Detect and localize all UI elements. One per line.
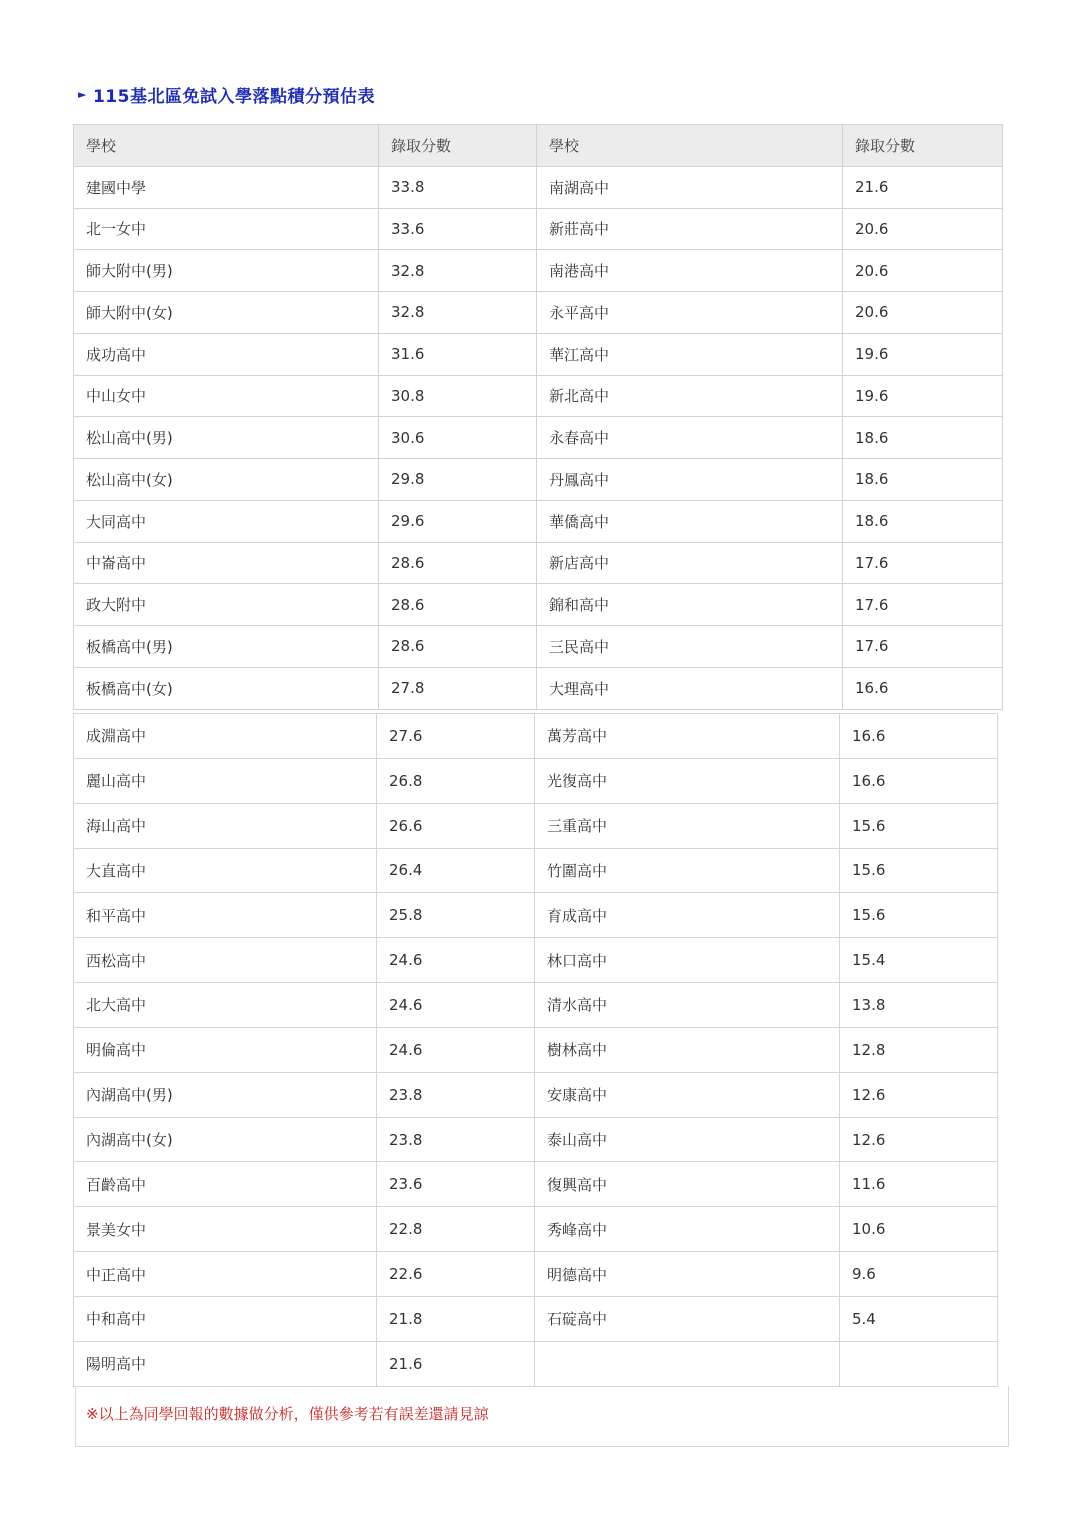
score-cell: 19.6 xyxy=(843,375,1003,417)
table-row xyxy=(74,667,1003,709)
table-row xyxy=(74,1072,998,1117)
score-cell: 20.6 xyxy=(843,208,1003,250)
score-cell: 27.6 xyxy=(377,714,535,759)
score-cell: 28.6 xyxy=(379,584,537,626)
note-box xyxy=(75,1386,1009,1447)
score-cell: 15.4 xyxy=(840,938,998,983)
school-cell xyxy=(535,1341,840,1386)
score-cell: 28.6 xyxy=(379,626,537,668)
school-cell: 復興高中 xyxy=(535,1162,840,1207)
school-cell: 新店高中 xyxy=(537,542,843,584)
table-row xyxy=(74,584,1003,626)
score-cell: 18.6 xyxy=(843,459,1003,501)
table-row xyxy=(74,208,1003,250)
score-cell: 12.6 xyxy=(840,1117,998,1162)
school-cell: 政大附中 xyxy=(74,584,379,626)
school-cell: 新莊高中 xyxy=(537,208,843,250)
score-cell: 30.8 xyxy=(379,375,537,417)
score-cell xyxy=(840,1341,998,1386)
table-row xyxy=(74,500,1003,542)
school-cell: 海山高中 xyxy=(74,803,377,848)
score-cell: 12.8 xyxy=(840,1027,998,1072)
score-cell: 23.6 xyxy=(377,1162,535,1207)
school-cell: 成功高中 xyxy=(74,333,379,375)
school-cell: 華江高中 xyxy=(537,333,843,375)
table-row xyxy=(74,417,1003,459)
score-cell: 16.6 xyxy=(840,714,998,759)
header-school-right: 學校 xyxy=(537,125,843,167)
table-row xyxy=(74,1296,998,1341)
table-row xyxy=(74,848,998,893)
school-cell: 錦和高中 xyxy=(537,584,843,626)
school-cell: 泰山高中 xyxy=(535,1117,840,1162)
disclaimer-note: ※以上為同學回報的數據做分析，僅供參考若有誤差還請見諒 xyxy=(86,1405,489,1423)
triangle-bullet-icon: ► xyxy=(78,87,87,101)
table-row xyxy=(74,542,1003,584)
school-cell: 樹林高中 xyxy=(535,1027,840,1072)
score-cell: 33.8 xyxy=(379,166,537,208)
score-cell: 26.6 xyxy=(377,803,535,848)
school-cell: 松山高中(男) xyxy=(74,417,379,459)
score-cell: 9.6 xyxy=(840,1252,998,1297)
school-cell: 育成高中 xyxy=(535,893,840,938)
table-row xyxy=(74,166,1003,208)
school-cell: 西松高中 xyxy=(74,938,377,983)
school-cell: 中崙高中 xyxy=(74,542,379,584)
school-cell: 大同高中 xyxy=(74,500,379,542)
school-cell: 萬芳高中 xyxy=(535,714,840,759)
score-cell: 18.6 xyxy=(843,417,1003,459)
score-cell: 24.6 xyxy=(377,1027,535,1072)
score-cell: 16.6 xyxy=(843,667,1003,709)
school-cell: 秀峰高中 xyxy=(535,1207,840,1252)
score-cell: 11.6 xyxy=(840,1162,998,1207)
table-row xyxy=(74,1341,998,1386)
header-score-right: 錄取分數 xyxy=(843,125,1003,167)
table-row xyxy=(74,1117,998,1162)
score-cell: 21.6 xyxy=(377,1341,535,1386)
school-cell: 中和高中 xyxy=(74,1296,377,1341)
school-cell: 北一女中 xyxy=(74,208,379,250)
score-cell: 15.6 xyxy=(840,803,998,848)
score-cell: 28.6 xyxy=(379,542,537,584)
score-cell: 32.8 xyxy=(379,292,537,334)
score-cell: 20.6 xyxy=(843,250,1003,292)
school-cell: 大理高中 xyxy=(537,667,843,709)
school-cell: 林口高中 xyxy=(535,938,840,983)
table-row xyxy=(74,983,998,1028)
score-cell: 23.8 xyxy=(377,1072,535,1117)
score-cell: 23.8 xyxy=(377,1117,535,1162)
table-body-bottom xyxy=(74,714,998,1387)
table-header-row xyxy=(74,125,1003,167)
table-row xyxy=(74,758,998,803)
school-cell: 北大高中 xyxy=(74,983,377,1028)
school-cell: 大直高中 xyxy=(74,848,377,893)
school-cell: 三重高中 xyxy=(535,803,840,848)
school-cell: 新北高中 xyxy=(537,375,843,417)
score-cell: 15.6 xyxy=(840,848,998,893)
school-cell: 華僑高中 xyxy=(537,500,843,542)
score-cell: 24.6 xyxy=(377,938,535,983)
table-row xyxy=(74,714,998,759)
page-title-text: 115基北區免試入學落點積分預估表 xyxy=(92,86,375,107)
school-cell: 竹圍高中 xyxy=(535,848,840,893)
score-cell: 5.4 xyxy=(840,1296,998,1341)
school-cell: 師大附中(男) xyxy=(74,250,379,292)
score-table-bottom xyxy=(73,713,997,1387)
table-row xyxy=(74,1027,998,1072)
score-cell: 30.6 xyxy=(379,417,537,459)
school-cell: 內湖高中(男) xyxy=(74,1072,377,1117)
school-cell: 建國中學 xyxy=(74,166,379,208)
school-cell: 清水高中 xyxy=(535,983,840,1028)
table-row xyxy=(74,375,1003,417)
table-row xyxy=(74,333,1003,375)
header-school-left: 學校 xyxy=(74,125,379,167)
school-cell: 百齡高中 xyxy=(74,1162,377,1207)
school-cell: 明德高中 xyxy=(535,1252,840,1297)
school-cell: 中山女中 xyxy=(74,375,379,417)
score-cell: 27.8 xyxy=(379,667,537,709)
score-cell: 17.6 xyxy=(843,542,1003,584)
score-cell: 16.6 xyxy=(840,758,998,803)
score-cell: 22.8 xyxy=(377,1207,535,1252)
score-cell: 13.8 xyxy=(840,983,998,1028)
score-cell: 19.6 xyxy=(843,333,1003,375)
score-cell: 21.8 xyxy=(377,1296,535,1341)
table-row xyxy=(74,250,1003,292)
school-cell: 南港高中 xyxy=(537,250,843,292)
school-cell: 成淵高中 xyxy=(74,714,377,759)
score-cell: 29.8 xyxy=(379,459,537,501)
score-cell: 26.4 xyxy=(377,848,535,893)
table-row xyxy=(74,1252,998,1297)
score-cell: 20.6 xyxy=(843,292,1003,334)
table-row xyxy=(74,459,1003,501)
school-cell: 明倫高中 xyxy=(74,1027,377,1072)
page-title xyxy=(78,80,375,108)
table-row xyxy=(74,893,998,938)
score-cell: 10.6 xyxy=(840,1207,998,1252)
school-cell: 永平高中 xyxy=(537,292,843,334)
school-cell: 南湖高中 xyxy=(537,166,843,208)
school-cell: 安康高中 xyxy=(535,1072,840,1117)
table-row xyxy=(74,938,998,983)
score-cell: 12.6 xyxy=(840,1072,998,1117)
score-cell: 32.8 xyxy=(379,250,537,292)
school-cell: 三民高中 xyxy=(537,626,843,668)
score-cell: 29.6 xyxy=(379,500,537,542)
score-table-top xyxy=(73,124,1002,710)
school-cell: 和平高中 xyxy=(74,893,377,938)
score-cell: 33.6 xyxy=(379,208,537,250)
score-cell: 17.6 xyxy=(843,626,1003,668)
school-cell: 麗山高中 xyxy=(74,758,377,803)
score-cell: 21.6 xyxy=(843,166,1003,208)
school-cell: 師大附中(女) xyxy=(74,292,379,334)
school-cell: 丹鳳高中 xyxy=(537,459,843,501)
school-cell: 板橋高中(女) xyxy=(74,667,379,709)
score-cell: 17.6 xyxy=(843,584,1003,626)
school-cell: 內湖高中(女) xyxy=(74,1117,377,1162)
school-cell: 永春高中 xyxy=(537,417,843,459)
school-cell: 景美女中 xyxy=(74,1207,377,1252)
table-row xyxy=(74,803,998,848)
school-cell: 石碇高中 xyxy=(535,1296,840,1341)
score-cell: 18.6 xyxy=(843,500,1003,542)
table-body-top xyxy=(74,166,1003,709)
school-cell: 光復高中 xyxy=(535,758,840,803)
score-cell: 22.6 xyxy=(377,1252,535,1297)
table-row xyxy=(74,292,1003,334)
table-row xyxy=(74,1162,998,1207)
score-cell: 24.6 xyxy=(377,983,535,1028)
score-cell: 31.6 xyxy=(379,333,537,375)
school-cell: 陽明高中 xyxy=(74,1341,377,1386)
table-row xyxy=(74,1207,998,1252)
score-cell: 15.6 xyxy=(840,893,998,938)
score-cell: 26.8 xyxy=(377,758,535,803)
score-cell: 25.8 xyxy=(377,893,535,938)
school-cell: 中正高中 xyxy=(74,1252,377,1297)
school-cell: 松山高中(女) xyxy=(74,459,379,501)
school-cell: 板橋高中(男) xyxy=(74,626,379,668)
header-score-left: 錄取分數 xyxy=(379,125,537,167)
table-row xyxy=(74,626,1003,668)
